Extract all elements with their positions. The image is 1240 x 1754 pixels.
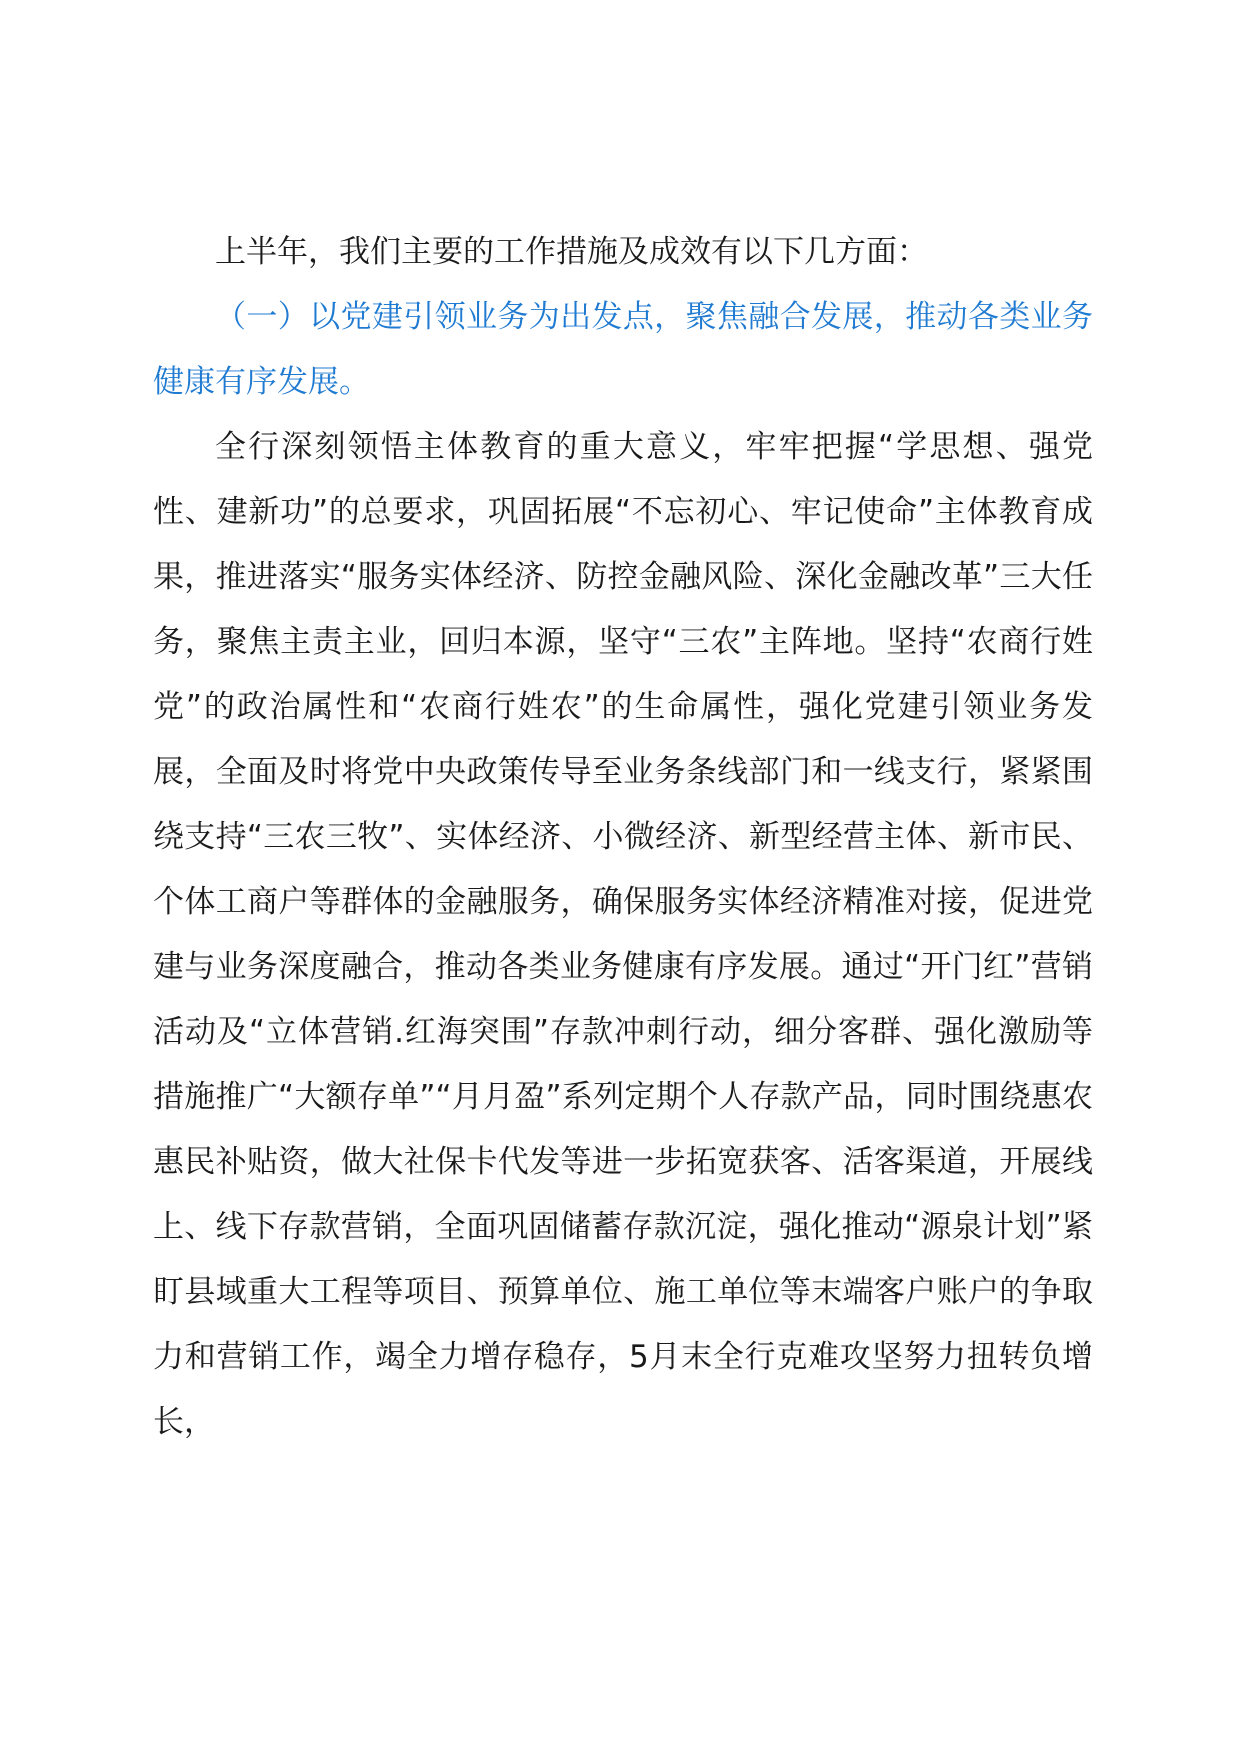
intro-paragraph: 上半年，我们主要的工作措施及成效有以下几方面：	[215, 234, 928, 270]
document-body	[153, 220, 1093, 1455]
body-paragraph: 全行深刻领悟主体教育的重大意义，牢牢把握“学思想、强党性、建新功”的总要求，巩固拓展“不忘初心、牢记使命”主体教育成果，推进落实“服务实体经济、防控金融风险、深化金融改革”三大任务，聚焦主责主业，回归本源，坚守“三农”主阵地。坚持“农商行姓党”的政治属性和“农商行姓农”的生命属性，强化党建引领业务发展，全面及时将党中央政策传导至业务条线部门和一线支行，紧紧围绕支持“三农三牧”、实体经济、小微经济、新型经营主体、新市民、个体工商户等群体的金融服务，确保服务实体经济精准对接，促进党建与业务深度融合，推动各类业务健康有序发展。通过“开门红”营销活动及“立体营销.红海突围”存款冲刺行动，细分客群、强化激励等措施推广“大额存单”“月月盈”系列定期个人存款产品，同时围绕惠农惠民补贴资，做大社保卡代发等进一步拓宽获客、活客渠道，开展线上、线下存款营销，全面巩固储蓄存款沉淀，强化推动“源泉计划”紧盯县域重大工程等项目、预算单位、施工单位等末端客户账户的争取力和营销工作，竭全力增存稳存，5月末全行克难攻坚努力扭转负增长，	[153, 429, 1093, 1440]
section-heading: （一）以党建引领业务为出发点，聚焦融合发展，推动各类业务健康有序发展。	[153, 299, 1093, 400]
